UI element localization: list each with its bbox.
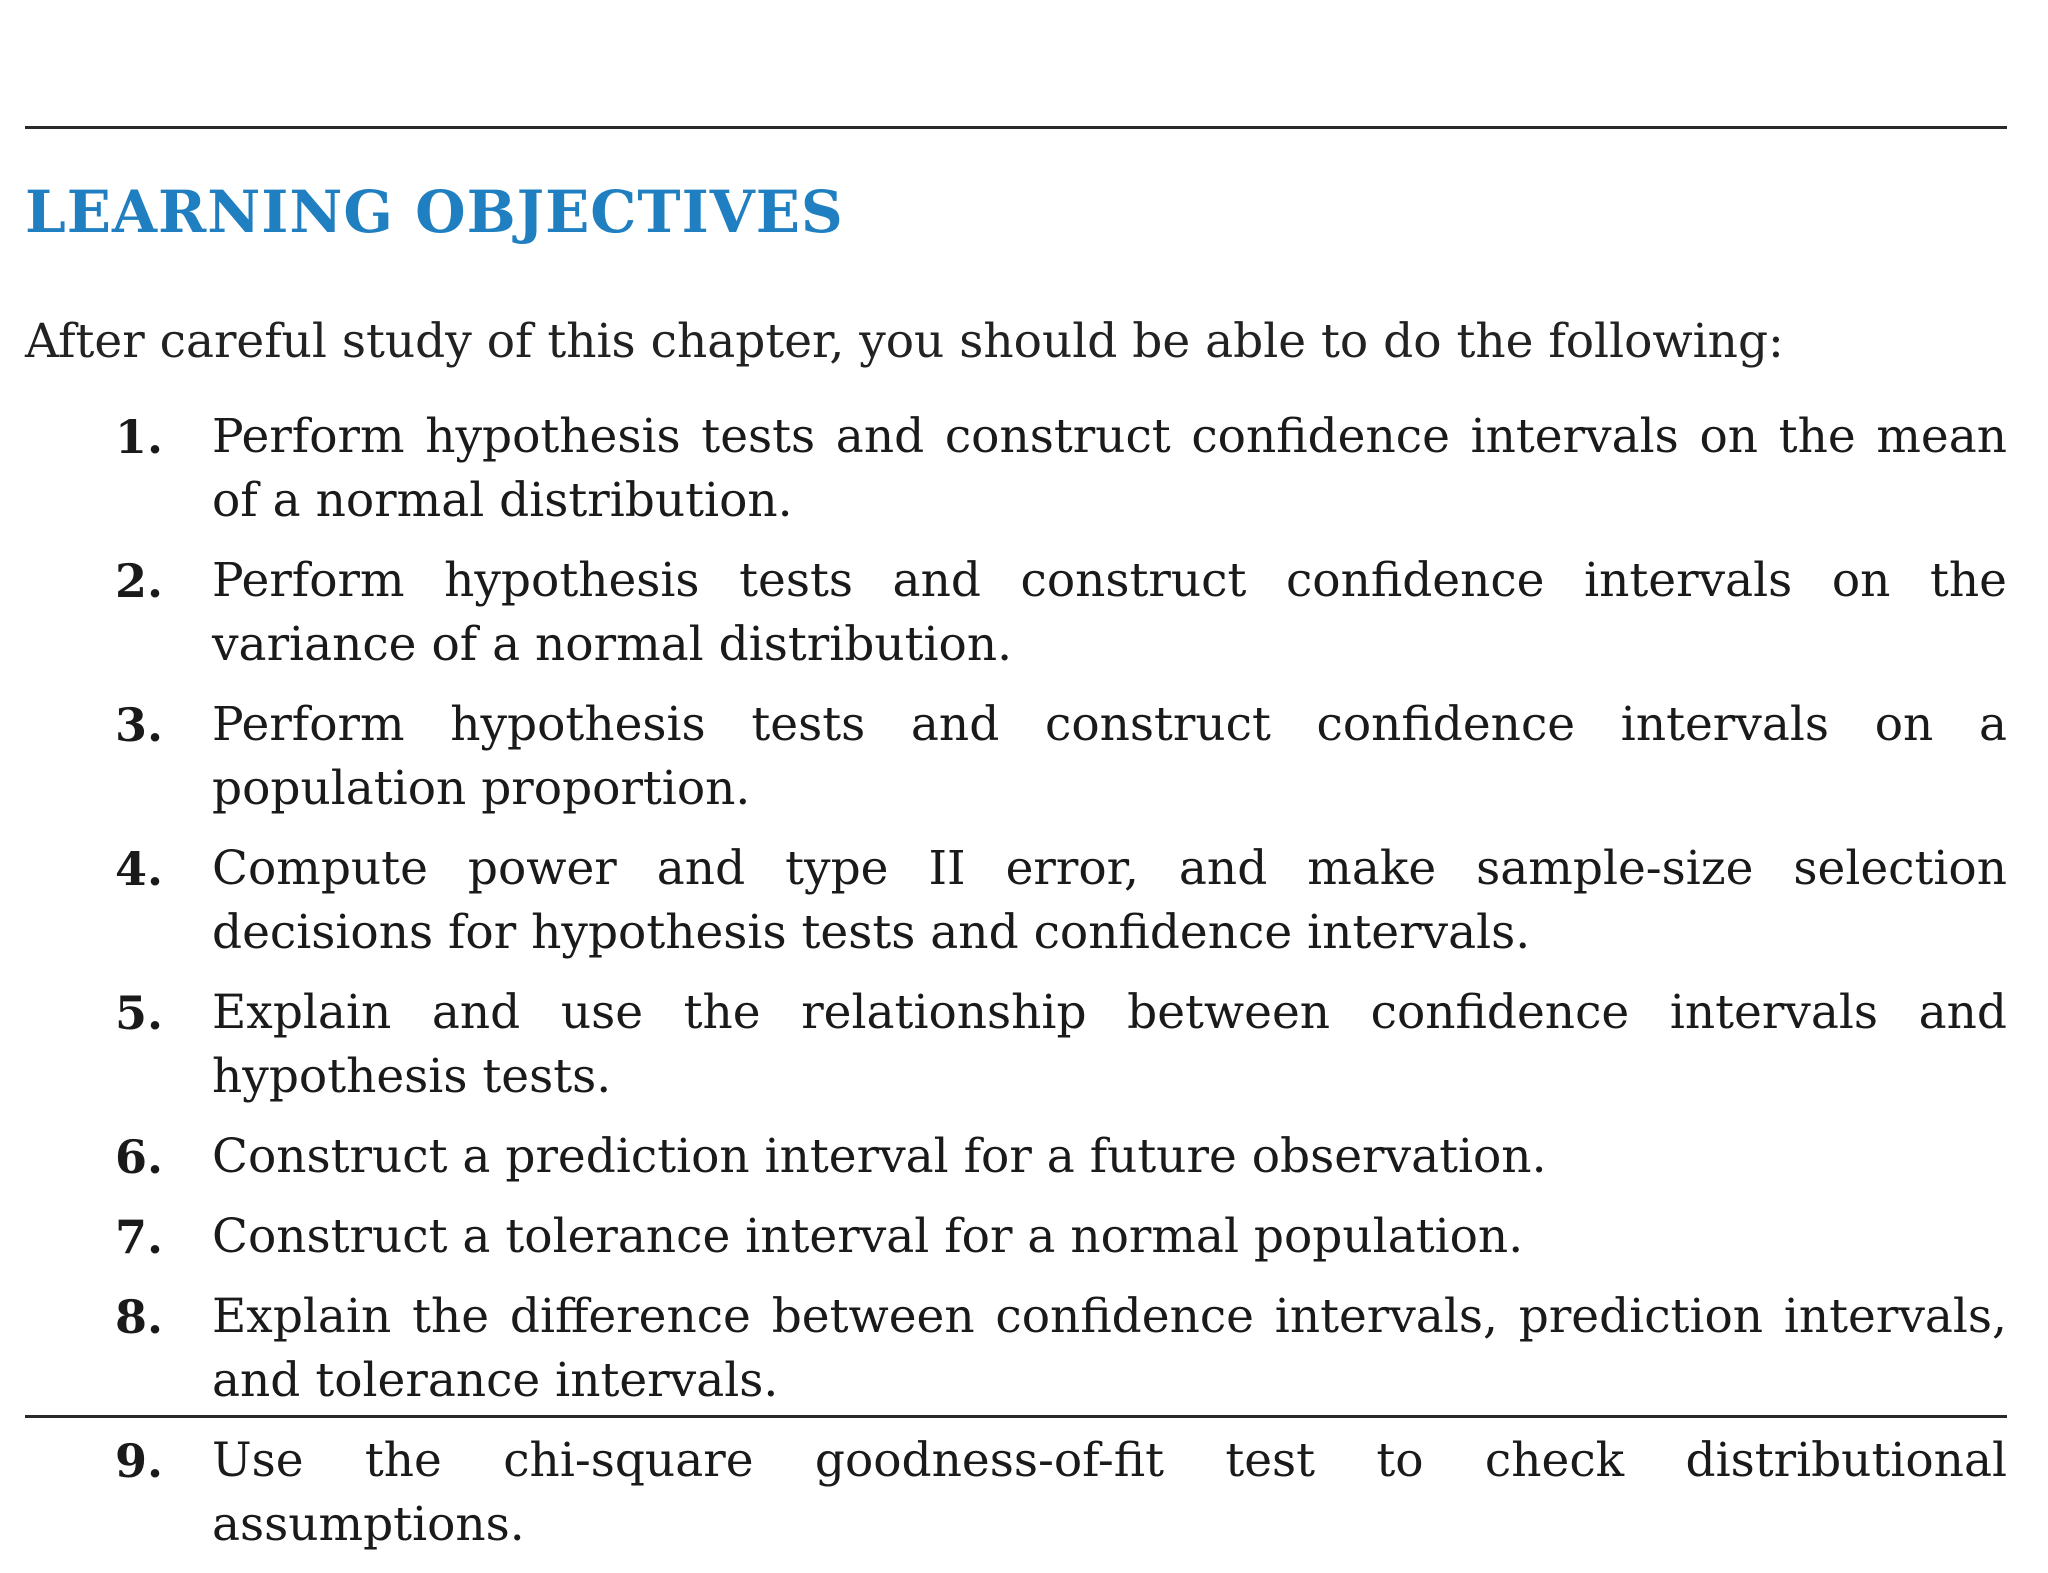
bottom-divider <box>25 1415 2007 1418</box>
objective-item <box>115 549 2007 677</box>
objective-item <box>115 1125 2007 1189</box>
objective-number: 8. <box>115 1290 164 1344</box>
intro-text: After careful study of this chapter, you should be able to do the following: <box>25 314 1784 369</box>
objective-text: Compute power and type II error, and make sample-size selection decisions for hypothesis tests and confidence intervals. <box>212 841 2007 960</box>
objective-number: 7. <box>115 1210 164 1264</box>
objective-number: 6. <box>115 1130 164 1184</box>
objective-item <box>115 1429 2007 1557</box>
objective-text: Explain the difference between confidence intervals, prediction intervals, and tolerance intervals. <box>212 1289 2007 1408</box>
objective-text: Construct a prediction interval for a future observation. <box>212 1129 1547 1184</box>
objective-text: Perform hypothesis tests and construct confidence intervals on the variance of a normal distribution. <box>212 553 2007 672</box>
objective-text: Explain and use the relationship between confidence intervals and hypothesis tests. <box>212 985 2007 1104</box>
objective-number: 3. <box>115 698 164 752</box>
objective-item <box>115 405 2007 533</box>
objective-number: 2. <box>115 554 164 608</box>
objective-text: Construct a tolerance interval for a normal population. <box>212 1209 1524 1264</box>
objectives-list <box>115 405 2007 1573</box>
objective-item <box>115 1285 2007 1413</box>
objective-number: 4. <box>115 842 164 896</box>
objective-text: Perform hypothesis tests and construct confidence intervals on the mean of a normal distribution. <box>212 409 2007 528</box>
objective-item <box>115 1205 2007 1269</box>
objective-number: 5. <box>115 986 164 1040</box>
objective-item <box>115 837 2007 965</box>
objective-item <box>115 981 2007 1109</box>
top-divider <box>25 126 2007 129</box>
objective-text: Use the chi-square goodness-of-fit test to check distributional assumptions. <box>212 1433 2007 1552</box>
section-title: LEARNING OBJECTIVES <box>25 178 844 246</box>
objective-number: 9. <box>115 1434 164 1488</box>
objective-item <box>115 693 2007 821</box>
objective-text: Perform hypothesis tests and construct confidence intervals on a population proportion. <box>212 697 2007 816</box>
objective-number: 1. <box>115 410 164 464</box>
